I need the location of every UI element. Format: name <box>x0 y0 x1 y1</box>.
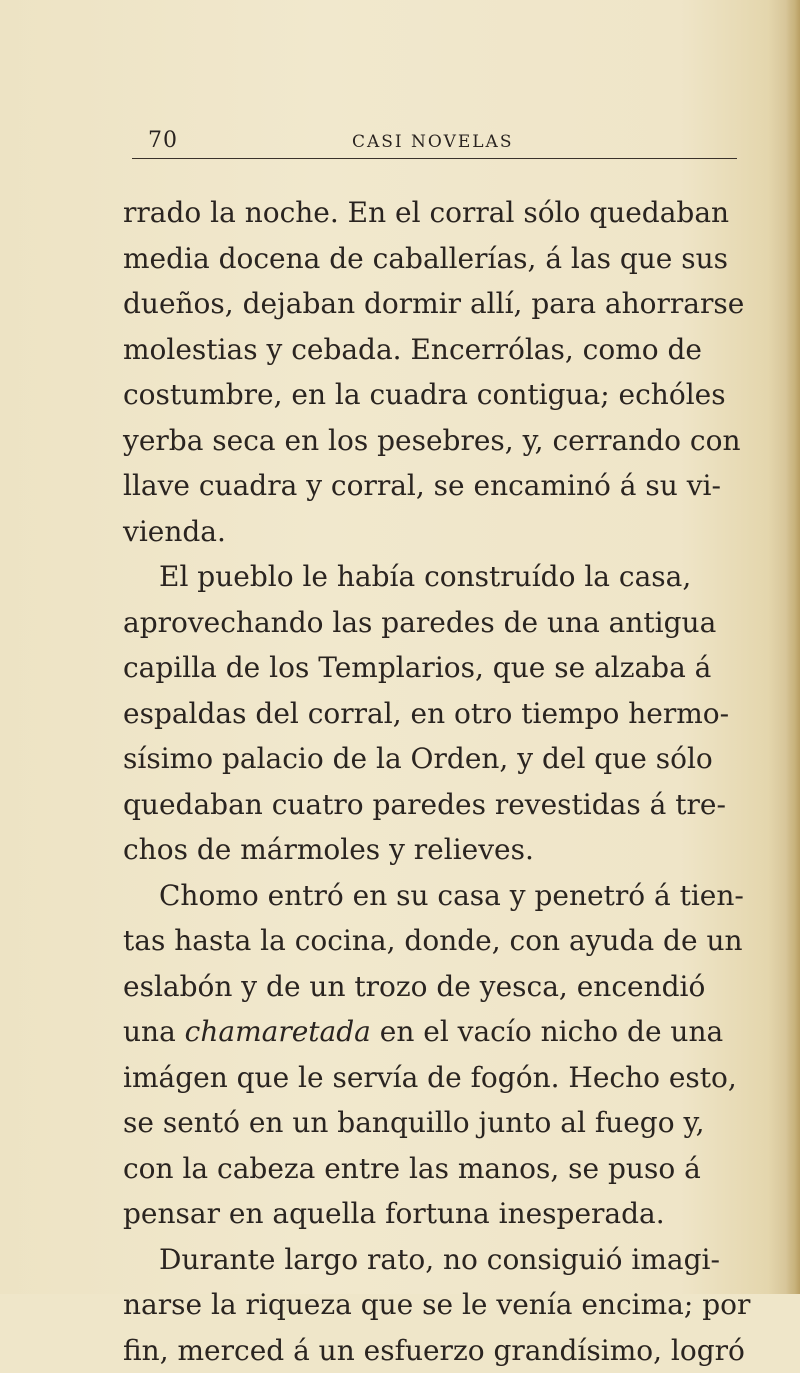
text-line: eslabón y de un trozo de yesca, encendió <box>123 964 743 1010</box>
page-edge-shadow <box>786 0 800 1294</box>
text-line: molestias y cebada. Encerrólas, como de <box>123 327 743 373</box>
text-line: narse la riqueza que se le venía encima; por <box>123 1282 743 1328</box>
running-head: CASI NOVELAS <box>352 132 513 152</box>
text-line: Chomo entró en su casa y penetró á tien- <box>123 873 743 919</box>
text-line: aprovechando las paredes de una antigua <box>123 600 743 646</box>
text-line: con la cabeza entre las manos, se puso á <box>123 1146 743 1192</box>
text-segment: una <box>123 1015 185 1048</box>
text-line: chos de mármoles y relieves. <box>123 827 743 873</box>
text-line: El pueblo le había construído la casa, <box>123 554 743 600</box>
text-line: imágen que le servía de fogón. Hecho esto, <box>123 1055 743 1101</box>
italic-word: chamaretada <box>185 1015 371 1048</box>
text-line: fin, merced á un esfuerzo grandísimo, logró <box>123 1328 743 1373</box>
text-line: sísimo palacio de la Orden, y del que sólo <box>123 736 743 782</box>
text-line: pensar en aquella fortuna inesperada. <box>123 1191 743 1237</box>
text-line: vienda. <box>123 509 743 555</box>
text-line: se sentó en un banquillo junto al fuego y, <box>123 1100 743 1146</box>
text-line: espaldas del corral, en otro tiempo hermo- <box>123 691 743 737</box>
text-line: Durante largo rato, no consiguió imagi- <box>123 1237 743 1283</box>
text-line: tas hasta la cocina, donde, con ayuda de un <box>123 918 743 964</box>
body-text <box>123 190 743 1373</box>
text-line: dueños, dejaban dormir allí, para ahorrarse <box>123 281 743 327</box>
page-number: 70 <box>148 128 178 153</box>
text-line: yerba seca en los pesebres, y, cerrando con <box>123 418 743 464</box>
text-segment: en el vacío nicho de una <box>371 1015 723 1048</box>
text-line: llave cuadra y corral, se encaminó á su vi- <box>123 463 743 509</box>
page-header <box>130 128 740 158</box>
header-rule <box>132 158 737 159</box>
text-line: costumbre, en la cuadra contigua; echóles <box>123 372 743 418</box>
text-line: quedaban cuatro paredes revestidas á tre- <box>123 782 743 828</box>
text-line: capilla de los Templarios, que se alzaba á <box>123 645 743 691</box>
text-line: media docena de caballerías, á las que sus <box>123 236 743 282</box>
text-line-mixed <box>123 1009 743 1055</box>
text-line: rrado la noche. En el corral sólo quedaban <box>123 190 743 236</box>
